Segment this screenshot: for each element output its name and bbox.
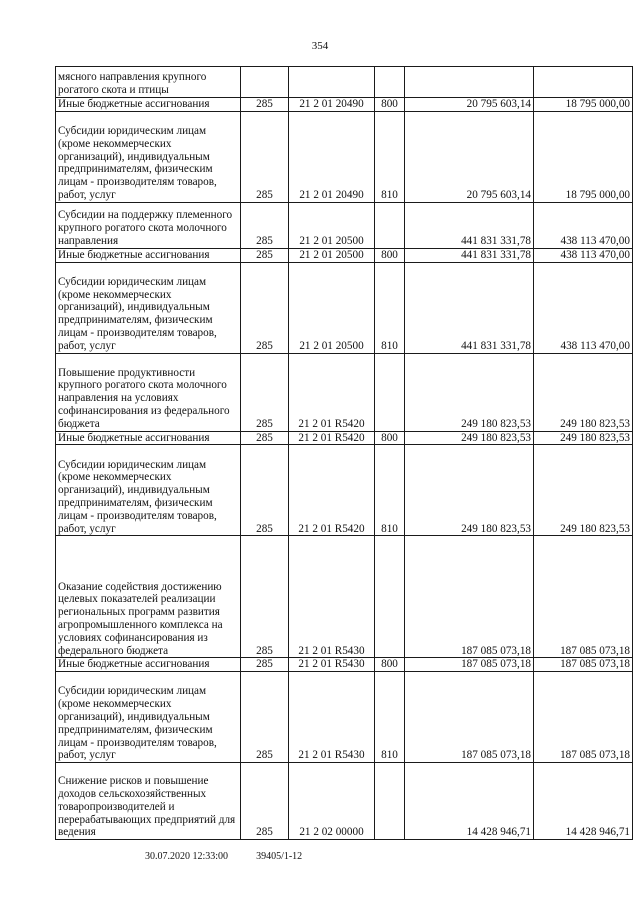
row-name: Оказание содействия достижению целевых показателей реализации региональных программ развития агропромышленного комплекса на условиях софинансирования из федерального бюджета [56, 536, 241, 658]
row-target-code: 21 2 01 20490 [289, 98, 375, 112]
row-name: Иные бюджетные ассигнования [56, 98, 241, 112]
row-target-code: 21 2 01 20500 [289, 262, 375, 353]
row-expense-type [375, 763, 405, 840]
budget-table [55, 66, 633, 840]
row-sum-1: 187 085 073,18 [405, 536, 534, 658]
row-name: Субсидии на поддержку племенного крупного рогатого скота молочного направления [56, 202, 241, 248]
row-sum-1: 441 831 331,78 [405, 202, 534, 248]
row-sum-2: 18 795 000,00 [534, 111, 633, 202]
row-admin-code: 285 [241, 353, 289, 431]
row-expense-type: 810 [375, 262, 405, 353]
row-sum-2: 438 113 470,00 [534, 262, 633, 353]
row-target-code: 21 2 01 20500 [289, 248, 375, 262]
row-expense-type [375, 67, 405, 98]
row-name: Повышение продуктивности крупного рогатого скота молочного направления на условиях софинансирования из федерального бюджета [56, 353, 241, 431]
row-sum-2: 187 085 073,18 [534, 672, 633, 763]
row-name: Субсидии юридическим лицам (кроме некоммерческих организаций), индивидуальным предпринимателям, физическим лицам - производителям товаров, работ, услуг [56, 672, 241, 763]
row-target-code: 21 2 01 R5420 [289, 445, 375, 536]
row-name: Иные бюджетные ассигнования [56, 431, 241, 445]
row-target-code: 21 2 01 R5430 [289, 536, 375, 658]
row-target-code [289, 67, 375, 98]
row-sum-2: 18 795 000,00 [534, 98, 633, 112]
row-name: Иные бюджетные ассигнования [56, 248, 241, 262]
row-expense-type: 800 [375, 248, 405, 262]
table-row [56, 763, 633, 840]
row-admin-code: 285 [241, 763, 289, 840]
row-admin-code: 285 [241, 672, 289, 763]
table-row [56, 353, 633, 431]
page-footer [145, 851, 302, 862]
row-target-code: 21 2 01 R5420 [289, 353, 375, 431]
row-name: Субсидии юридическим лицам (кроме некоммерческих организаций), индивидуальным предпринимателям, физическим лицам - производителям товаров, работ, услуг [56, 445, 241, 536]
row-expense-type [375, 536, 405, 658]
row-expense-type: 800 [375, 431, 405, 445]
row-sum-1: 20 795 603,14 [405, 111, 534, 202]
table-row [56, 98, 633, 112]
row-sum-1: 249 180 823,53 [405, 353, 534, 431]
row-sum-2: 438 113 470,00 [534, 248, 633, 262]
row-expense-type [375, 353, 405, 431]
row-sum-2: 249 180 823,53 [534, 445, 633, 536]
table-row [56, 445, 633, 536]
row-name: Иные бюджетные ассигнования [56, 658, 241, 672]
row-sum-2 [534, 67, 633, 98]
row-sum-1 [405, 67, 534, 98]
row-expense-type: 810 [375, 111, 405, 202]
row-target-code: 21 2 01 R5430 [289, 672, 375, 763]
row-name: Субсидии юридическим лицам (кроме некоммерческих организаций), индивидуальным предпринимателям, физическим лицам - производителям товаров, работ, услуг [56, 111, 241, 202]
row-admin-code: 285 [241, 536, 289, 658]
row-expense-type [375, 202, 405, 248]
row-sum-2: 187 085 073,18 [534, 658, 633, 672]
row-sum-1: 187 085 073,18 [405, 658, 534, 672]
row-name: мясного направления крупного рогатого скота и птицы [56, 67, 241, 98]
row-target-code: 21 2 01 R5430 [289, 658, 375, 672]
row-target-code: 21 2 01 20490 [289, 111, 375, 202]
row-target-code: 21 2 01 20500 [289, 202, 375, 248]
row-admin-code: 285 [241, 445, 289, 536]
row-expense-type: 800 [375, 98, 405, 112]
table-row [56, 202, 633, 248]
row-sum-1: 441 831 331,78 [405, 248, 534, 262]
table-row [56, 658, 633, 672]
row-admin-code: 285 [241, 98, 289, 112]
footer-document-code: 39405/1-12 [256, 851, 303, 862]
row-target-code: 21 2 02 00000 [289, 763, 375, 840]
table-row [56, 248, 633, 262]
footer-datetime: 30.07.2020 12:33:00 [145, 851, 229, 862]
row-target-code: 21 2 01 R5420 [289, 431, 375, 445]
row-admin-code: 285 [241, 111, 289, 202]
row-sum-1: 187 085 073,18 [405, 672, 534, 763]
row-admin-code: 285 [241, 658, 289, 672]
row-admin-code [241, 67, 289, 98]
row-sum-2: 249 180 823,53 [534, 431, 633, 445]
row-sum-2: 14 428 946,71 [534, 763, 633, 840]
row-sum-2: 187 085 073,18 [534, 536, 633, 658]
row-admin-code: 285 [241, 202, 289, 248]
row-sum-2: 249 180 823,53 [534, 353, 633, 431]
table-row [56, 672, 633, 763]
row-sum-2: 438 113 470,00 [534, 202, 633, 248]
table-row [56, 262, 633, 353]
row-sum-1: 441 831 331,78 [405, 262, 534, 353]
table-row [56, 111, 633, 202]
row-admin-code: 285 [241, 431, 289, 445]
table-row [56, 67, 633, 98]
row-expense-type: 810 [375, 672, 405, 763]
table-row [56, 431, 633, 445]
row-admin-code: 285 [241, 248, 289, 262]
row-sum-1: 14 428 946,71 [405, 763, 534, 840]
row-name: Снижение рисков и повышение доходов сельскохозяйственных товаропроизводителей и перерабатывающих предприятий для ведения [56, 763, 241, 840]
row-sum-1: 249 180 823,53 [405, 445, 534, 536]
row-admin-code: 285 [241, 262, 289, 353]
row-sum-1: 249 180 823,53 [405, 431, 534, 445]
row-expense-type: 810 [375, 445, 405, 536]
page-number: 354 [311, 40, 329, 52]
table-row [56, 536, 633, 658]
row-expense-type: 800 [375, 658, 405, 672]
row-name: Субсидии юридическим лицам (кроме некоммерческих организаций), индивидуальным предпринимателям, физическим лицам - производителям товаров, работ, услуг [56, 262, 241, 353]
row-sum-1: 20 795 603,14 [405, 98, 534, 112]
